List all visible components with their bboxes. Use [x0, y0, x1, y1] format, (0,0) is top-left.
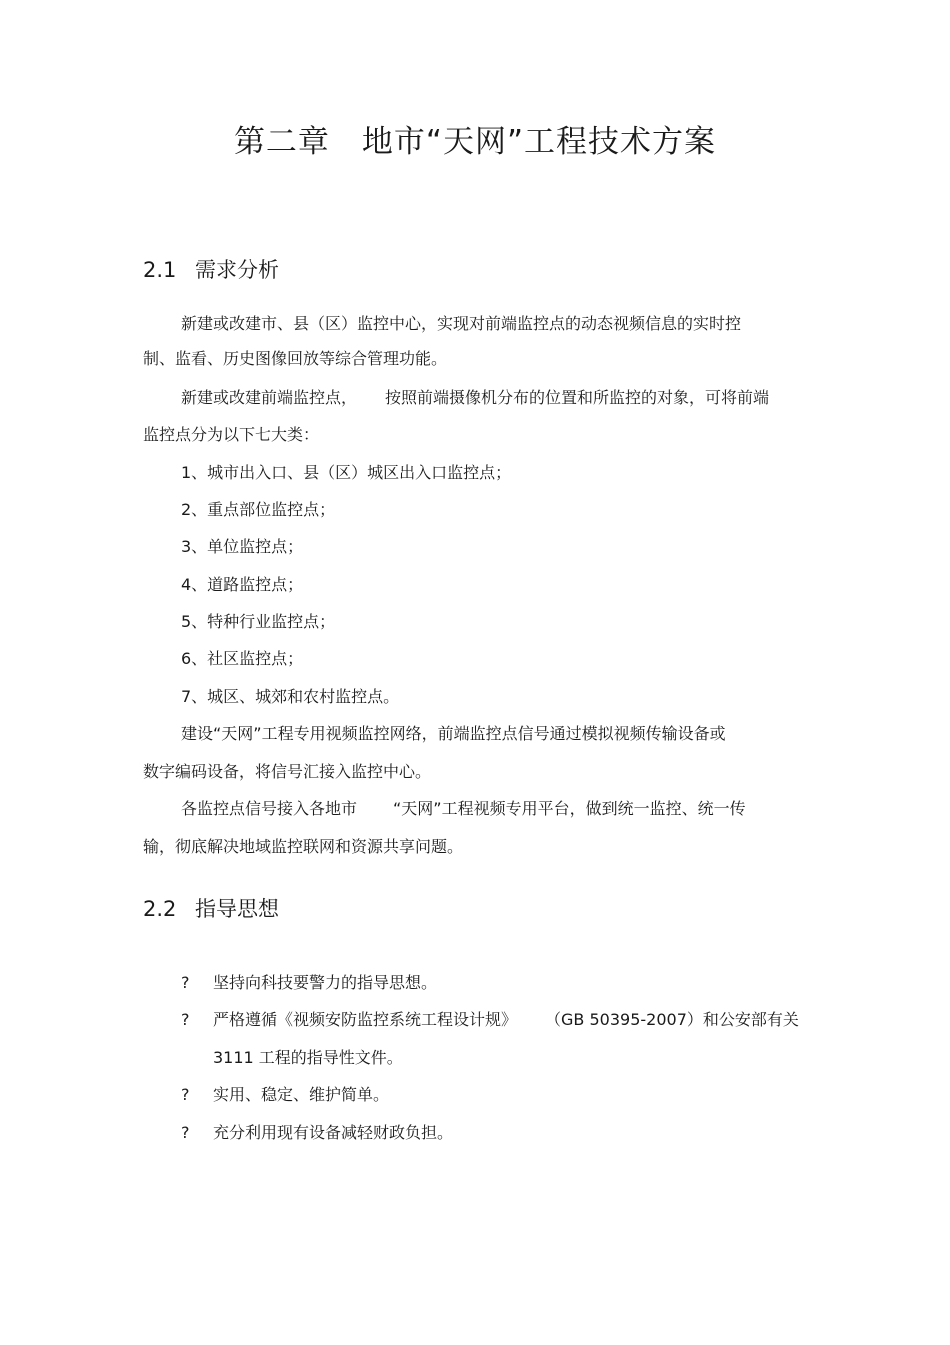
list-item: 4、道路监控点； [181, 575, 304, 594]
bullet-marker: ? [181, 1010, 190, 1029]
bullet-item [181, 971, 437, 995]
paragraph-line [181, 386, 769, 410]
paragraph-text: “天网”工程视频专用平台，做到统一监控、统一传 [393, 799, 746, 818]
section-number: 2.1 [143, 258, 177, 282]
paragraph-line: 数字编码设备，将信号汇接入监控中心。 [143, 762, 432, 781]
bullet-item [181, 1008, 799, 1032]
list-item: 5、特种行业监控点； [181, 612, 336, 631]
section-heading-2-2 [143, 892, 279, 926]
bullet-text: 实用、稳定、维护简单。 [213, 1085, 390, 1104]
bullet-text: 严格遵循《视频安防监控系统工程设计规》 [213, 1010, 518, 1029]
bullet-marker: ? [181, 1085, 190, 1104]
list-item: 1、城市出入口、县（区）城区出入口监控点； [181, 463, 512, 482]
section-title: 指导思想 [195, 897, 279, 921]
bullet-marker: ? [181, 973, 190, 992]
paragraph-text: 按照前端摄像机分布的位置和所监控的对象，可将前端 [385, 388, 770, 407]
chapter-title: 第二章 地市“天网”工程技术方案 [233, 124, 717, 160]
paragraph-line [181, 797, 746, 821]
bullet-marker: ? [181, 1123, 190, 1142]
list-item: 3、单位监控点； [181, 537, 304, 556]
section-number: 2.2 [143, 897, 177, 921]
paragraph-line: 制、监看、历史图像回放等综合管理功能。 [143, 349, 448, 368]
list-item: 2、重点部位监控点； [181, 500, 336, 519]
bullet-continuation: 3111 工程的指导性文件。 [213, 1048, 403, 1067]
bullet-text: 充分利用现有设备减轻财政负担。 [213, 1123, 454, 1142]
paragraph-line: 建设“天网”工程专用视频监控网络，前端监控点信号通过模拟视频传输设备或 [181, 724, 726, 743]
section-title: 需求分析 [195, 258, 279, 282]
bullet-text: （GB 50395-2007）和公安部有关 [545, 1010, 799, 1029]
paragraph-line: 新建或改建市、县（区）监控中心，实现对前端监控点的动态视频信息的实时控 [181, 314, 742, 333]
paragraph-text: 各监控点信号接入各地市 [181, 799, 358, 818]
paragraph-line: 监控点分为以下七大类： [143, 425, 320, 444]
bullet-item [181, 1083, 389, 1107]
bullet-item [181, 1121, 453, 1145]
paragraph-text: 新建或改建前端监控点， [181, 388, 358, 407]
bullet-text: 坚持向科技要警力的指导思想。 [213, 973, 438, 992]
list-item: 6、社区监控点； [181, 649, 304, 668]
section-heading-2-1 [143, 253, 279, 287]
paragraph-line: 输，彻底解决地域监控联网和资源共享问题。 [143, 837, 464, 856]
list-item: 7、城区、城郊和农村监控点。 [181, 687, 400, 706]
